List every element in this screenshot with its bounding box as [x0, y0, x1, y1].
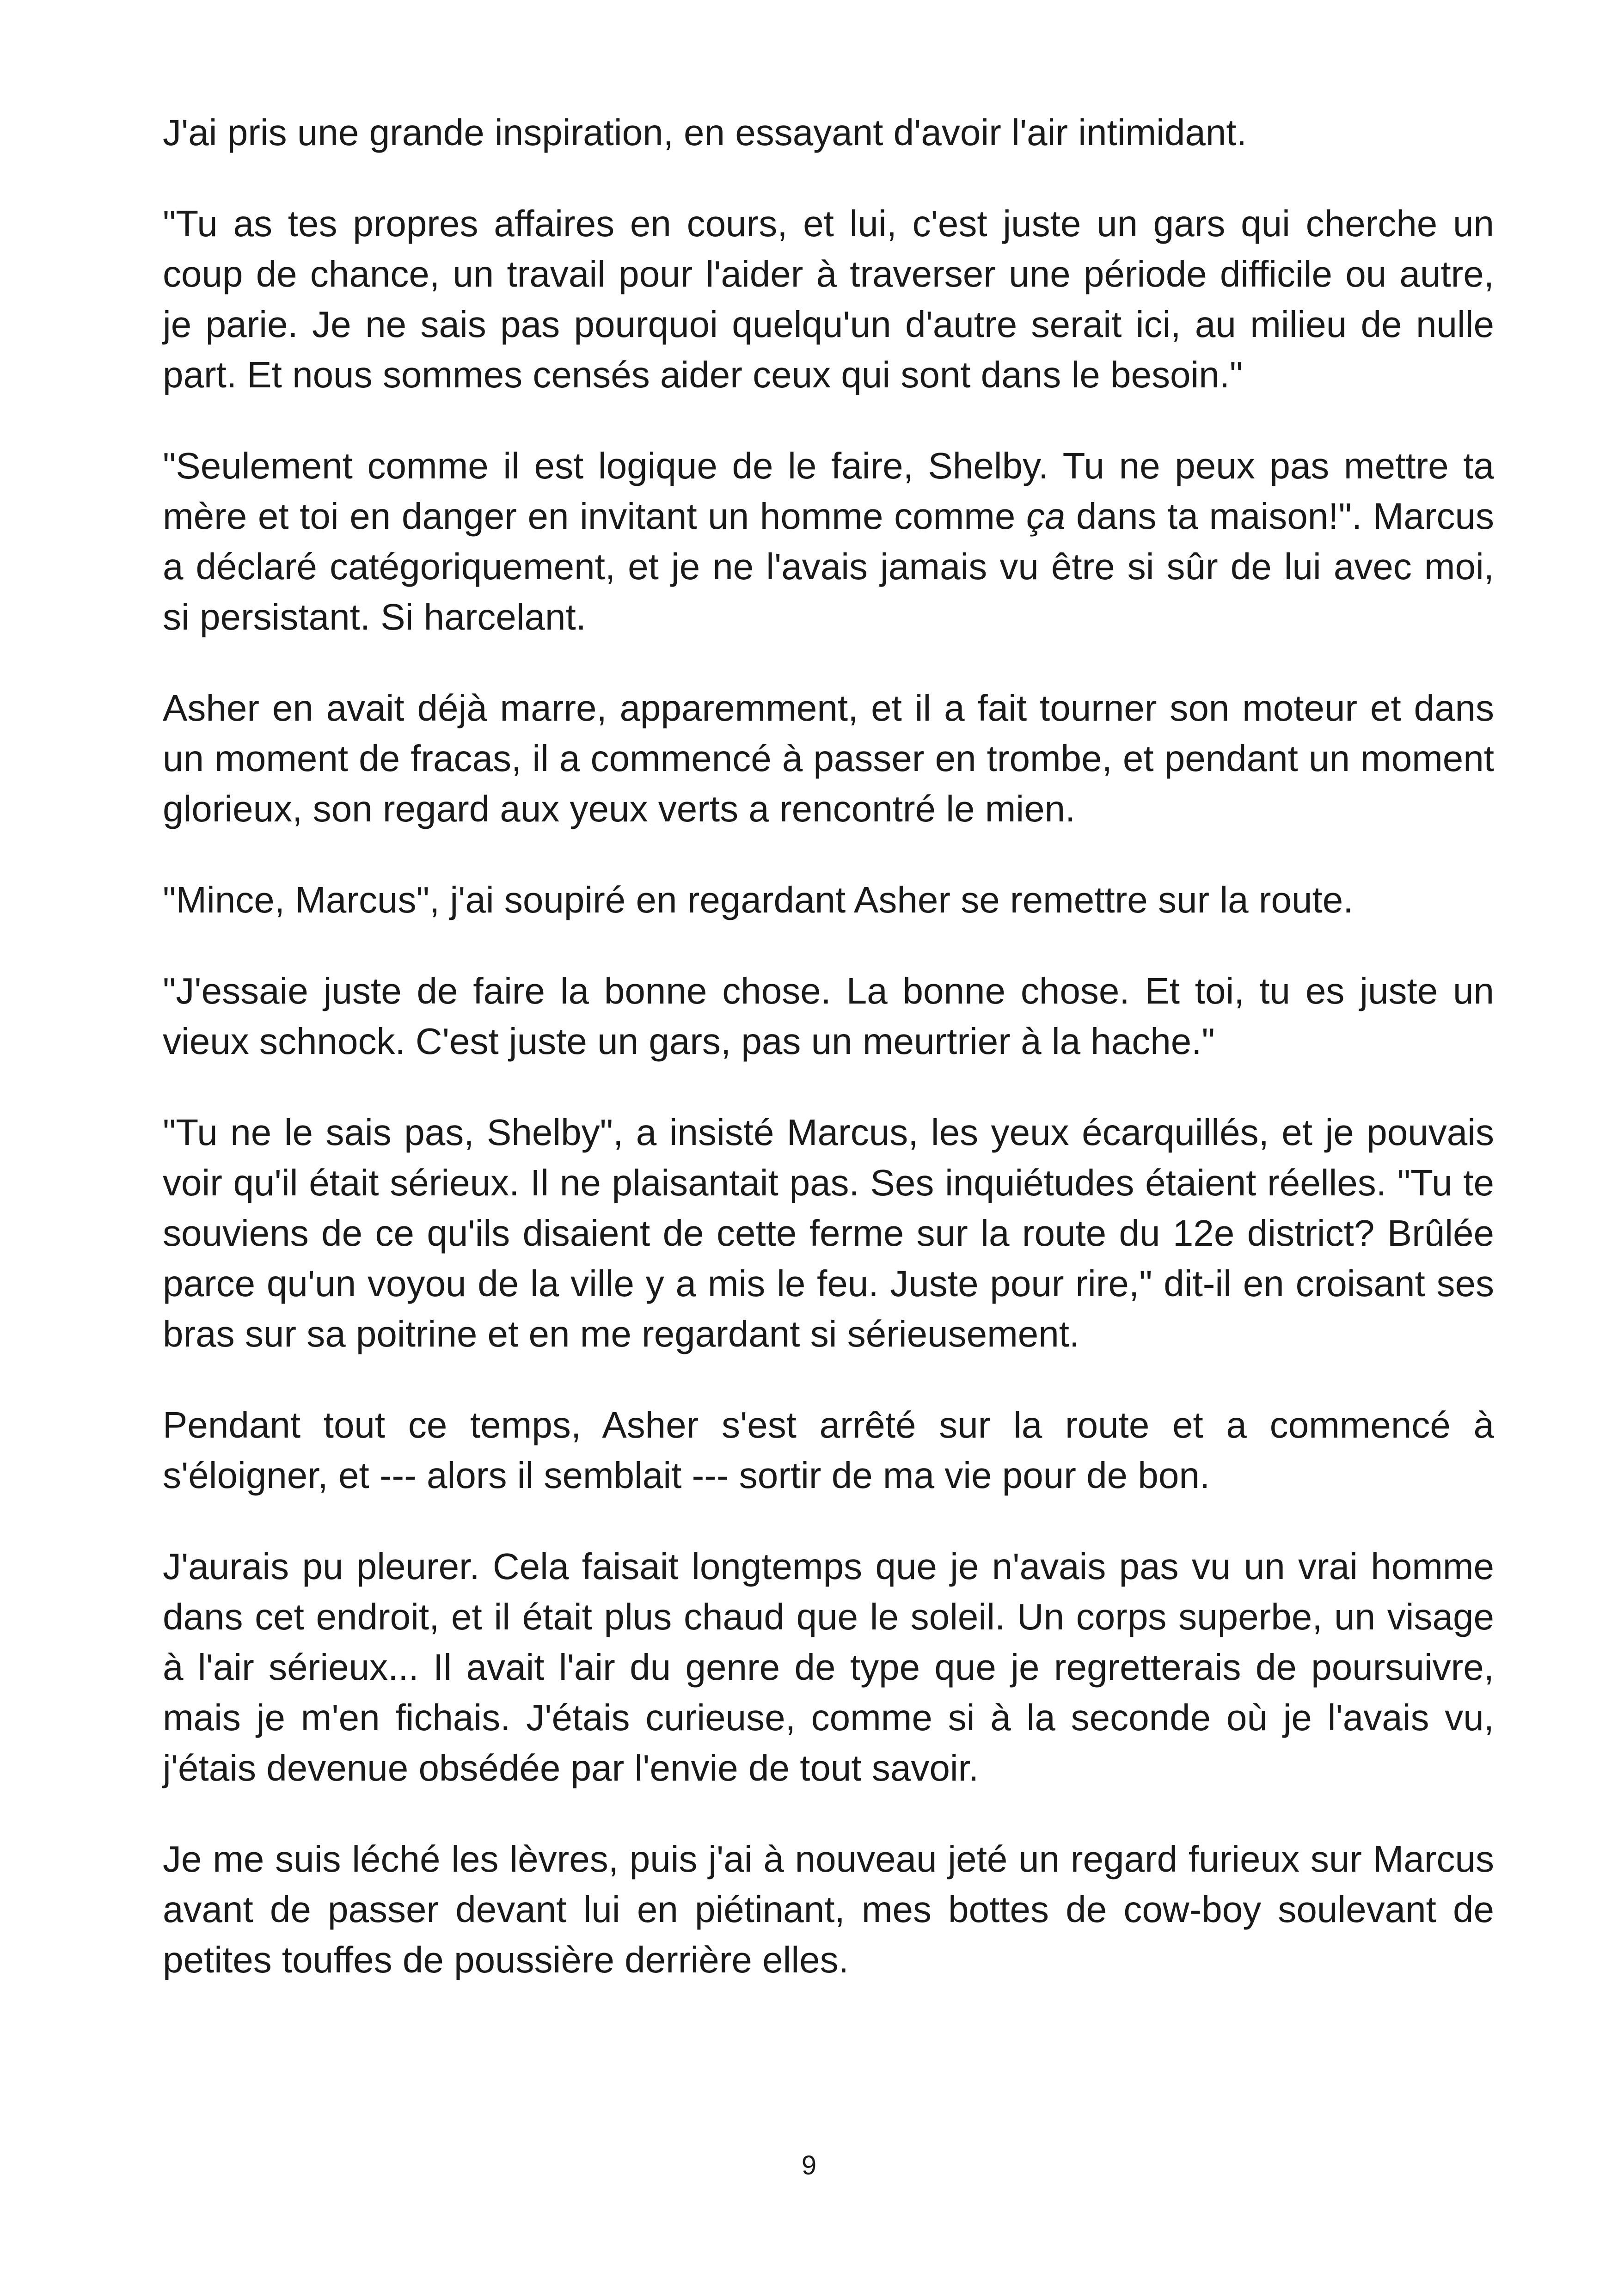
paragraph: "Tu ne le sais pas, Shelby", a insisté Marcus, les yeux écarquillés, et je pouvais voir qu'il était sérieux. Il ne plaisantait pas. Ses inquiétudes étaient réelles. "Tu te souviens de ce qu'ils disaient de cette ferme sur la route du 12e district? Brûlée parce qu'un voyou de la ville y a mis le feu. Juste pour rire," dit-il en croisant ses bras sur sa poitrine et en me regardant si sérieusement. — [163, 1112, 1494, 1354]
paragraph: "J'essaie juste de faire la bonne chose. La bonne chose. Et toi, tu es juste un vieux schnock. C'est juste un gars, pas un meurtrier à la hache." — [163, 970, 1494, 1062]
paragraph: "Tu as tes propres affaires en cours, et lui, c'est juste un gars qui cherche un coup de chance, un travail pour l'aider à traverser une période difficile ou autre, je parie. Je ne sais pas pourquoi quelqu'un d'autre serait ici, au milieu de nulle part. Et nous sommes censés aider ceux qui sont dans le besoin." — [163, 203, 1494, 395]
paragraph-text: dans ta maison!". Marcus a déclaré catégoriquement, et je ne l'avais jamais vu être si sûr de lui avec moi, si persistant. Si harcelant. — [163, 496, 1495, 637]
paragraph: Je me suis léché les lèvres, puis j'ai à nouveau jeté un regard furieux sur Marcus avant de passer devant lui en piétinant, mes bottes de cow-boy soulevant de petites touffes de poussière derrière elles. — [163, 1838, 1494, 1980]
paragraph — [163, 441, 1494, 642]
paragraph: Asher en avait déjà marre, apparemment, et il a fait tourner son moteur et dans un moment de fracas, il a commencé à passer en trombe, et pendant un moment glorieux, son regard aux yeux verts a rencontré le mien. — [163, 687, 1494, 829]
paragraph: J'ai pris une grande inspiration, en essayant d'avoir l'air intimidant. — [163, 112, 1247, 153]
emphasized-word: ça — [1026, 496, 1066, 537]
page-number: 9 — [801, 2150, 817, 2180]
page-body-text — [163, 107, 1494, 1985]
paragraph-text: "Seulement comme il est logique de le faire, Shelby. Tu ne peux pas mettre ta mère et toi en danger en invitant un homme comme — [163, 445, 1494, 537]
paragraph: Pendant tout ce temps, Asher s'est arrêté sur la route et a commencé à s'éloigner, et --- alors il semblait --- sortir de ma vie pour de bon. — [163, 1404, 1494, 1496]
paragraph: J'aurais pu pleurer. Cela faisait longtemps que je n'avais pas vu un vrai homme dans cet endroit, et il était plus chaud que le soleil. Un corps superbe, un visage à l'air sérieux... Il avait l'air du genre de type que je regretterais de poursuivre, mais je m'en fichais. J'étais curieuse, comme si à la seconde où je l'avais vu, j'étais devenue obsédée par l'envie de tout savoir. — [163, 1546, 1494, 1788]
paragraph: "Mince, Marcus", j'ai soupiré en regardant Asher se remettre sur la route. — [163, 879, 1354, 920]
